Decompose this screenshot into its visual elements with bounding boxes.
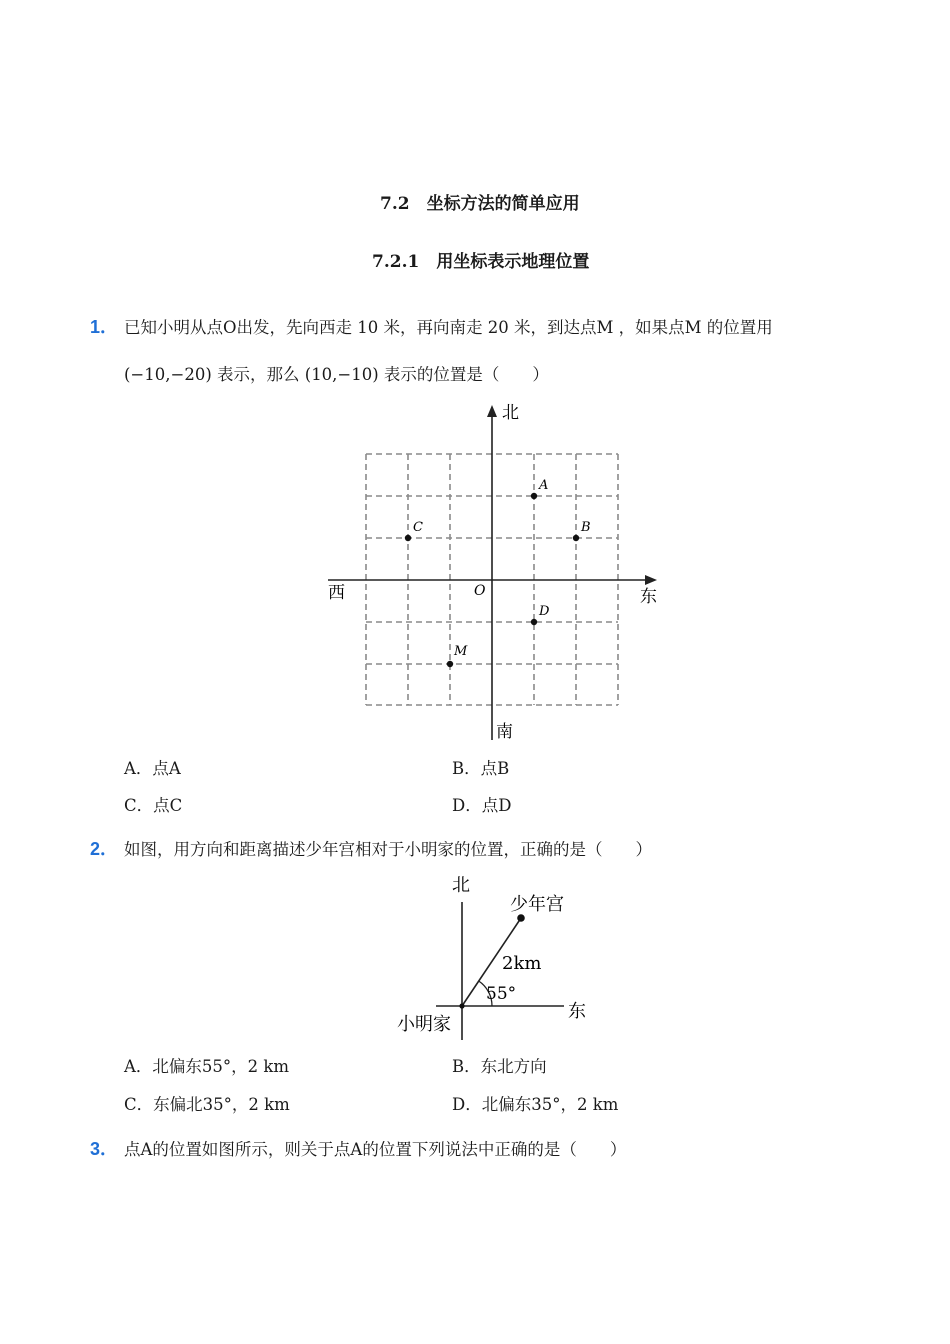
question-1-stem-line1: 已知小明从点O出发，先向西走 10 米，再向南走 20 米，到达点M ，如果点M 的位置用 (124, 318, 773, 337)
home-dot (459, 1003, 464, 1008)
question-1-option-b: B．点B (452, 759, 510, 778)
question-1-option-d: D．点D (452, 796, 512, 815)
east-arrow-icon (645, 575, 657, 585)
question-1-option-a: A．点A (124, 759, 181, 778)
question-2-option-b: B．东北方向 (452, 1057, 547, 1076)
grid-points (405, 478, 591, 667)
question-2-option-c: C．东偏北35°，2 km (124, 1095, 290, 1114)
north-arrow-icon (487, 405, 497, 417)
angle-label: 55° (486, 984, 517, 1004)
point-B-dot (573, 535, 579, 541)
point-A-label: A (539, 478, 549, 493)
point-M-dot (447, 661, 453, 667)
youth-palace-label: 少年宫 (510, 894, 564, 915)
subsection-title: 7.2.1 用坐标表示地理位置 (372, 252, 590, 272)
origin-label: O (474, 583, 486, 599)
question-1-number: 1． (90, 317, 119, 337)
question-1-grid-figure (320, 400, 665, 745)
east-label: 东 (640, 587, 657, 607)
question-3-number: 3． (90, 1139, 119, 1159)
point-D-dot (531, 619, 537, 625)
q2-east-label: 东 (568, 1001, 586, 1022)
home-label: 小明家 (397, 1014, 451, 1035)
section-title: 7.2 坐标方法的简单应用 (380, 194, 580, 214)
point-A-dot (531, 493, 537, 499)
question-2-number: 2． (90, 839, 119, 859)
distance-label: 2km (502, 953, 542, 974)
point-C-dot (405, 535, 411, 541)
question-2-option-d: D．北偏东35°，2 km (452, 1095, 619, 1114)
point-M-label: M (454, 644, 468, 659)
point-D-label: D (539, 604, 550, 619)
q2-north-label: 北 (452, 875, 470, 896)
point-B-label: B (581, 520, 591, 535)
north-label: 北 (502, 403, 519, 423)
question-2-direction-figure (390, 868, 600, 1043)
youth-palace-dot (517, 914, 525, 922)
question-3-stem: 点A的位置如图所示，则关于点A的位置下列说法中正确的是（ ） (124, 1140, 627, 1159)
west-label: 西 (328, 583, 345, 603)
question-2-stem: 如图，用方向和距离描述少年宫相对于小明家的位置，正确的是（ ） (124, 840, 652, 859)
question-2-option-a: A．北偏东55°，2 km (124, 1057, 290, 1076)
point-C-label: C (413, 520, 423, 535)
question-1-option-c: C．点C (124, 796, 183, 815)
question-1-stem-line2: (−10,−20) 表示，那么 (10,−10) 表示的位置是（ ） (124, 365, 549, 384)
south-label: 南 (496, 722, 513, 742)
